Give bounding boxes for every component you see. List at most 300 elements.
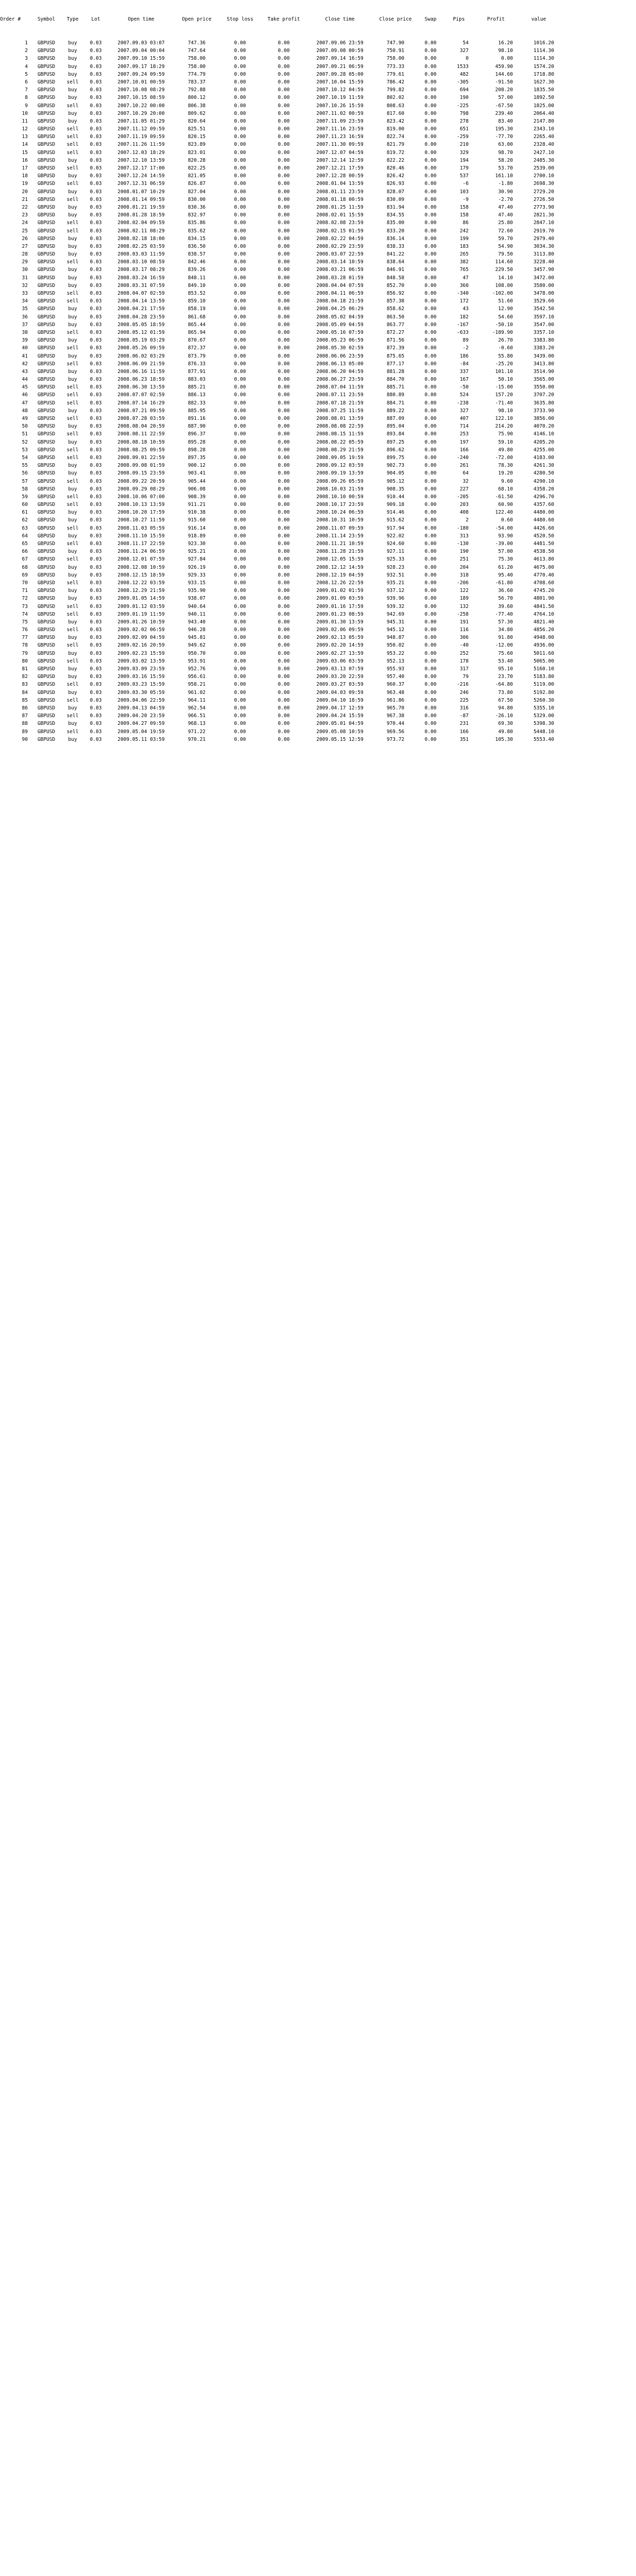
cell-order-number: 66	[22, 549, 28, 555]
cell-stop-loss: 0.00	[234, 603, 246, 609]
cell-stop-loss: 0.00	[234, 431, 246, 437]
cell-type: sell	[66, 541, 79, 547]
cell-close-time: 2008.06.13 05:00	[316, 361, 364, 367]
cell-order-number: 10	[22, 110, 28, 116]
cell-profit: -26.10	[495, 713, 513, 719]
cell-close-price: 848.58	[386, 275, 405, 281]
cell-open-time: 2007.11.12 09:59	[117, 126, 165, 132]
cell-pips: 179	[459, 165, 469, 171]
cell-symbol: GBPUSD	[37, 212, 56, 218]
cell-symbol: GBPUSD	[37, 118, 56, 124]
cell-type: sell	[66, 384, 79, 391]
cell-type: sell	[66, 431, 79, 437]
cell-close-price: 889.22	[386, 408, 405, 414]
cell-take-profit: 0.00	[278, 384, 290, 391]
cell-stop-loss: 0.00	[234, 564, 246, 570]
cell-order-number: 56	[22, 470, 28, 477]
cell-close-price: 927.11	[386, 549, 405, 555]
cell-pips: -87	[459, 713, 469, 719]
cell-take-profit: 0.00	[278, 525, 290, 531]
cell-close-price: 841.22	[386, 251, 405, 258]
cell-open-price: 859.10	[187, 298, 206, 304]
cell-close-time: 2008.12.05 15:59	[316, 556, 364, 563]
cell-close-price: 905.12	[386, 478, 405, 484]
cell-value: 3383.20	[533, 345, 554, 351]
cell-type: buy	[68, 157, 77, 163]
cell-profit: 91.80	[498, 635, 513, 641]
cell-pips: 408	[459, 510, 469, 516]
cell-symbol: GBPUSD	[37, 306, 56, 312]
cell-symbol: GBPUSD	[37, 345, 56, 351]
cell-swap: 0.00	[424, 423, 437, 430]
column-header-swap: Swap	[424, 16, 437, 23]
cell-profit: 59.70	[498, 235, 513, 242]
cell-pips: 482	[459, 71, 469, 77]
cell-close-price: 835.00	[386, 220, 405, 226]
cell-profit: 19.20	[498, 470, 513, 477]
cell-swap: 0.00	[424, 189, 437, 195]
table-row	[0, 305, 636, 313]
cell-pips: 189	[459, 596, 469, 602]
cell-take-profit: 0.00	[278, 204, 290, 210]
cell-value: 3565.00	[533, 377, 554, 383]
cell-pips: 265	[459, 251, 469, 258]
cell-swap: 0.00	[424, 689, 437, 696]
cell-open-time: 2009.03.23 15:59	[117, 682, 165, 688]
cell-take-profit: 0.00	[278, 510, 290, 516]
cell-order-number: 61	[22, 510, 28, 516]
cell-symbol: GBPUSD	[37, 564, 56, 570]
cell-close-price: 852.70	[386, 282, 405, 289]
cell-open-time: 2009.02.16 20:59	[117, 642, 165, 649]
table-row	[0, 422, 636, 430]
cell-open-price: 858.19	[187, 306, 206, 312]
cell-order-number: 60	[22, 502, 28, 508]
cell-open-time: 2007.11.26 11:59	[117, 142, 165, 148]
cell-take-profit: 0.00	[278, 48, 290, 54]
cell-stop-loss: 0.00	[234, 251, 246, 258]
cell-lot: 0.03	[90, 689, 102, 696]
cell-open-time: 2007.12.03 18:29	[117, 149, 165, 156]
cell-stop-loss: 0.00	[234, 118, 246, 124]
cell-open-time: 2008.12.01 07:59	[117, 556, 165, 563]
cell-pips: -206	[457, 580, 469, 586]
cell-symbol: GBPUSD	[37, 291, 56, 296]
cell-open-time: 2008.12.22 03:59	[117, 580, 165, 586]
cell-stop-loss: 0.00	[234, 306, 246, 312]
cell-symbol: GBPUSD	[37, 142, 56, 148]
cell-stop-loss: 0.00	[234, 56, 246, 62]
cell-open-time: 2008.12.15 18:59	[117, 572, 165, 578]
cell-value: 3529.60	[533, 298, 554, 304]
cell-close-time: 2008.05.30 02:59	[316, 345, 364, 351]
cell-symbol: GBPUSD	[37, 110, 56, 116]
cell-stop-loss: 0.00	[234, 642, 246, 649]
cell-close-time: 2009.05.15 12:59	[316, 736, 364, 742]
cell-profit: 23.70	[498, 674, 513, 680]
cell-pips: 252	[459, 650, 469, 656]
cell-order-number: 39	[22, 337, 28, 344]
cell-type: buy	[68, 721, 77, 727]
cell-stop-loss: 0.00	[234, 713, 246, 719]
cell-open-time: 2007.12.31 06:59	[117, 181, 165, 187]
cell-stop-loss: 0.00	[234, 329, 246, 335]
cell-symbol: GBPUSD	[37, 549, 56, 555]
cell-stop-loss: 0.00	[234, 196, 246, 202]
cell-lot: 0.03	[90, 142, 102, 148]
cell-close-time: 2007.10.04 15:59	[316, 79, 364, 85]
cell-profit: 49.80	[498, 728, 513, 735]
cell-close-time: 2009.03.27 03:59	[316, 682, 364, 688]
cell-open-time: 2008.12.29 21:59	[117, 588, 165, 594]
cell-pips: 178	[459, 658, 469, 664]
cell-close-price: 945.12	[386, 627, 405, 633]
cell-close-time: 2007.11.09 23:59	[316, 118, 364, 124]
cell-take-profit: 0.00	[278, 40, 290, 46]
cell-close-time: 2008.11.07 09:59	[316, 525, 364, 531]
cell-profit: -61.80	[495, 580, 513, 586]
cell-take-profit: 0.00	[278, 697, 290, 703]
cell-pips: -238	[457, 400, 469, 406]
cell-order-number: 54	[22, 454, 28, 461]
cell-open-time: 2007.09.04 00:04	[117, 48, 165, 54]
cell-symbol: GBPUSD	[37, 635, 56, 641]
cell-open-price: 898.28	[187, 447, 206, 453]
cell-open-time: 2007.11.19 09:59	[117, 134, 165, 140]
cell-open-price: 940.64	[187, 603, 206, 609]
cell-lot: 0.03	[90, 157, 102, 163]
cell-lot: 0.03	[90, 235, 102, 242]
cell-swap: 0.00	[424, 408, 437, 414]
table-row	[0, 196, 636, 204]
cell-value: 4675.00	[533, 564, 554, 570]
cell-stop-loss: 0.00	[234, 212, 246, 218]
cell-lot: 0.03	[90, 603, 102, 609]
cell-close-time: 2008.05.16 07:59	[316, 329, 364, 335]
cell-value: 4146.10	[533, 431, 554, 437]
cell-take-profit: 0.00	[278, 56, 290, 62]
cell-swap: 0.00	[424, 259, 437, 265]
cell-symbol: GBPUSD	[37, 173, 56, 179]
cell-lot: 0.03	[90, 510, 102, 516]
cell-close-time: 2008.07.25 11:59	[316, 408, 364, 414]
cell-value: 4821.40	[533, 619, 554, 625]
cell-close-time: 2007.10.26 15:59	[316, 103, 364, 109]
cell-symbol: GBPUSD	[37, 220, 56, 226]
cell-profit: 108.00	[495, 282, 513, 289]
cell-lot: 0.03	[90, 486, 102, 492]
cell-open-price: 882.33	[187, 400, 206, 406]
cell-close-price: 950.02	[386, 642, 405, 649]
table-row	[0, 650, 636, 657]
cell-swap: 0.00	[424, 494, 437, 500]
cell-profit: -39.00	[495, 541, 513, 547]
cell-open-time: 2008.10.06 07:00	[117, 494, 165, 500]
cell-order-number: 70	[22, 580, 28, 586]
cell-stop-loss: 0.00	[234, 721, 246, 727]
table-row	[0, 509, 636, 516]
table-row	[0, 704, 636, 712]
cell-symbol: GBPUSD	[37, 642, 56, 649]
cell-open-time: 2008.04.14 13:59	[117, 298, 165, 304]
cell-pips: -633	[457, 329, 469, 335]
cell-close-price: 779.61	[386, 71, 405, 77]
table-row	[0, 689, 636, 697]
cell-value: 1114.30	[533, 48, 554, 54]
cell-order-number: 34	[22, 298, 28, 304]
cell-take-profit: 0.00	[278, 408, 290, 414]
cell-close-time: 2008.01.04 13:59	[316, 181, 364, 187]
cell-lot: 0.03	[90, 329, 102, 335]
cell-open-price: 806.38	[187, 103, 206, 109]
cell-value: 4801.90	[533, 596, 554, 602]
cell-open-time: 2008.02.18 18:00	[117, 235, 165, 242]
cell-close-price: 961.86	[386, 697, 405, 703]
cell-close-price: 910.44	[386, 494, 405, 500]
cell-close-time: 2008.12.12 14:59	[316, 564, 364, 570]
cell-type: buy	[68, 204, 77, 210]
cell-type: sell	[66, 196, 79, 202]
cell-profit: 75.90	[498, 431, 513, 437]
cell-pips: -167	[457, 321, 469, 328]
cell-order-number: 23	[22, 212, 28, 218]
cell-symbol: GBPUSD	[37, 408, 56, 414]
cell-lot: 0.03	[90, 134, 102, 140]
cell-open-price: 836.50	[187, 243, 206, 249]
cell-open-time: 2008.09.08 01:59	[117, 463, 165, 469]
cell-open-time: 2009.03.30 05:59	[117, 689, 165, 696]
cell-type: sell	[66, 713, 79, 719]
cell-swap: 0.00	[424, 658, 437, 664]
cell-value: 4358.20	[533, 486, 554, 492]
cell-open-price: 792.88	[187, 87, 206, 93]
cell-stop-loss: 0.00	[234, 204, 246, 210]
cell-close-time: 2009.04.03 09:59	[316, 689, 364, 696]
cell-type: sell	[66, 79, 79, 85]
cell-lot: 0.03	[90, 674, 102, 680]
cell-take-profit: 0.00	[278, 189, 290, 195]
cell-pips: 318	[459, 572, 469, 578]
cell-swap: 0.00	[424, 314, 437, 320]
cell-pips: 103	[459, 189, 469, 195]
cell-profit: 60.90	[498, 502, 513, 508]
cell-pips: 167	[459, 377, 469, 383]
cell-symbol: GBPUSD	[37, 243, 56, 249]
cell-close-time: 2008.03.28 01:59	[316, 275, 364, 281]
cell-close-time: 2008.05.23 06:59	[316, 337, 364, 344]
table-row	[0, 282, 636, 290]
cell-take-profit: 0.00	[278, 431, 290, 437]
cell-value: 3580.00	[533, 282, 554, 289]
cell-value: 3733.90	[533, 408, 554, 414]
cell-close-price: 967.38	[386, 713, 405, 719]
cell-close-price: 819.72	[386, 149, 405, 156]
cell-close-price: 877.17	[386, 361, 405, 367]
cell-close-price: 808.63	[386, 103, 405, 109]
cell-close-price: 973.72	[386, 736, 405, 742]
cell-stop-loss: 0.00	[234, 611, 246, 617]
cell-lot: 0.03	[90, 95, 102, 101]
table-row	[0, 360, 636, 368]
cell-stop-loss: 0.00	[234, 697, 246, 703]
cell-open-time: 2008.06.09 21:59	[117, 361, 165, 367]
table-row	[0, 321, 636, 329]
cell-swap: 0.00	[424, 235, 437, 242]
cell-swap: 0.00	[424, 572, 437, 578]
cell-order-number: 32	[22, 282, 28, 289]
cell-order-number: 7	[25, 87, 28, 93]
cell-value: 4856.20	[533, 627, 554, 633]
cell-type: buy	[68, 650, 77, 656]
cell-close-price: 963.48	[386, 689, 405, 696]
cell-type: buy	[68, 368, 77, 375]
cell-open-time: 2008.11.10 15:59	[117, 533, 165, 539]
cell-lot: 0.03	[90, 502, 102, 508]
cell-take-profit: 0.00	[278, 306, 290, 312]
cell-type: buy	[68, 282, 77, 289]
table-row	[0, 188, 636, 196]
cell-pips: -216	[457, 682, 469, 688]
cell-take-profit: 0.00	[278, 564, 290, 570]
cell-close-price: 846.91	[386, 267, 405, 273]
cell-swap: 0.00	[424, 463, 437, 469]
table-row	[0, 657, 636, 665]
cell-symbol: GBPUSD	[37, 267, 56, 273]
cell-open-price: 950.70	[187, 650, 206, 656]
cell-stop-loss: 0.00	[234, 541, 246, 547]
cell-profit: 53.70	[498, 165, 513, 171]
cell-type: sell	[66, 603, 79, 609]
table-row	[0, 243, 636, 250]
cell-pips: -9	[462, 196, 469, 202]
cell-symbol: GBPUSD	[37, 596, 56, 602]
cell-order-number: 18	[22, 173, 28, 179]
cell-take-profit: 0.00	[278, 642, 290, 649]
cell-swap: 0.00	[424, 275, 437, 281]
cell-profit: 229.50	[495, 267, 513, 273]
cell-close-time: 2007.09.06 23:59	[316, 40, 364, 46]
cell-open-price: 968.13	[187, 721, 206, 727]
cell-symbol: GBPUSD	[37, 165, 56, 171]
cell-close-time: 2008.02.22 04:59	[316, 235, 364, 242]
cell-lot: 0.03	[90, 63, 102, 70]
cell-value: 2773.90	[533, 204, 554, 210]
cell-close-price: 863.50	[386, 314, 405, 320]
cell-value: 5398.30	[533, 721, 554, 727]
cell-order-number: 85	[22, 697, 28, 703]
cell-value: 4290.10	[533, 478, 554, 484]
cell-close-time: 2009.01.02 01:59	[316, 588, 364, 594]
cell-open-price: 849.10	[187, 282, 206, 289]
cell-close-price: 952.13	[386, 658, 405, 664]
cell-symbol: GBPUSD	[37, 368, 56, 375]
table-row	[0, 290, 636, 297]
cell-open-price: 885.21	[187, 384, 206, 391]
cell-swap: 0.00	[424, 337, 437, 344]
cell-pips: 132	[459, 603, 469, 609]
cell-open-price: 830.00	[187, 196, 206, 202]
table-row	[0, 78, 636, 86]
cell-open-time: 2007.10.08 08:29	[117, 87, 165, 93]
cell-close-time: 2008.04.04 07:59	[316, 282, 364, 289]
cell-stop-loss: 0.00	[234, 478, 246, 484]
cell-stop-loss: 0.00	[234, 549, 246, 555]
cell-open-time: 2007.09.10 15:59	[117, 56, 165, 62]
cell-value: 1835.50	[533, 87, 554, 93]
cell-type: sell	[66, 228, 79, 234]
cell-lot: 0.03	[90, 368, 102, 375]
cell-close-price: 838.64	[386, 259, 405, 265]
cell-pips: 197	[459, 439, 469, 445]
cell-close-time: 2008.07.11 23:59	[316, 392, 364, 398]
cell-open-time: 2008.09.01 22:59	[117, 454, 165, 461]
cell-symbol: GBPUSD	[37, 298, 56, 304]
cell-pips: 32	[462, 478, 469, 484]
cell-take-profit: 0.00	[278, 502, 290, 508]
cell-take-profit: 0.00	[278, 275, 290, 281]
cell-open-time: 2009.01.26 10:59	[117, 619, 165, 625]
cell-open-time: 2007.09.24 09:59	[117, 71, 165, 77]
cell-lot: 0.03	[90, 149, 102, 156]
cell-symbol: GBPUSD	[37, 572, 56, 578]
cell-close-time: 2007.09.14 16:59	[316, 56, 364, 62]
table-row	[0, 141, 636, 148]
cell-swap: 0.00	[424, 87, 437, 93]
cell-close-time: 2008.10.17 23:59	[316, 502, 364, 508]
cell-open-time: 2009.04.20 23:59	[117, 713, 165, 719]
cell-pips: -50	[459, 384, 469, 391]
cell-open-time: 2008.04.07 02:59	[117, 291, 165, 296]
cell-open-price: 925.21	[187, 549, 206, 555]
cell-open-time: 2008.05.19 03:29	[117, 337, 165, 344]
cell-symbol: GBPUSD	[37, 392, 56, 398]
cell-close-time: 2008.05.02 04:59	[316, 314, 364, 320]
cell-symbol: GBPUSD	[37, 650, 56, 656]
cell-take-profit: 0.00	[278, 95, 290, 101]
cell-open-price: 853.52	[187, 291, 206, 296]
cell-open-time: 2009.05.04 19:59	[117, 728, 165, 735]
cell-close-time: 2007.09.08 00:59	[316, 48, 364, 54]
cell-pips: 158	[459, 212, 469, 218]
cell-type: buy	[68, 173, 77, 179]
cell-symbol: GBPUSD	[37, 71, 56, 77]
cell-symbol: GBPUSD	[37, 517, 56, 523]
cell-stop-loss: 0.00	[234, 189, 246, 195]
cell-open-time: 2008.04.21 17:59	[117, 306, 165, 312]
cell-order-number: 24	[22, 220, 28, 226]
cell-lot: 0.03	[90, 103, 102, 109]
cell-stop-loss: 0.00	[234, 337, 246, 344]
cell-stop-loss: 0.00	[234, 619, 246, 625]
cell-swap: 0.00	[424, 196, 437, 202]
cell-stop-loss: 0.00	[234, 95, 246, 101]
cell-close-time: 2007.09.21 06:59	[316, 63, 364, 70]
cell-order-number: 80	[22, 658, 28, 664]
cell-take-profit: 0.00	[278, 267, 290, 273]
cell-value: 5065.00	[533, 658, 554, 664]
cell-order-number: 65	[22, 541, 28, 547]
cell-swap: 0.00	[424, 541, 437, 547]
cell-close-time: 2008.05.09 04:59	[316, 321, 364, 328]
cell-take-profit: 0.00	[278, 235, 290, 242]
table-row	[0, 391, 636, 399]
cell-pips: 313	[459, 533, 469, 539]
cell-swap: 0.00	[424, 48, 437, 54]
cell-lot: 0.03	[90, 110, 102, 116]
cell-symbol: GBPUSD	[37, 181, 56, 187]
cell-type: buy	[68, 564, 77, 570]
cell-symbol: GBPUSD	[37, 580, 56, 586]
